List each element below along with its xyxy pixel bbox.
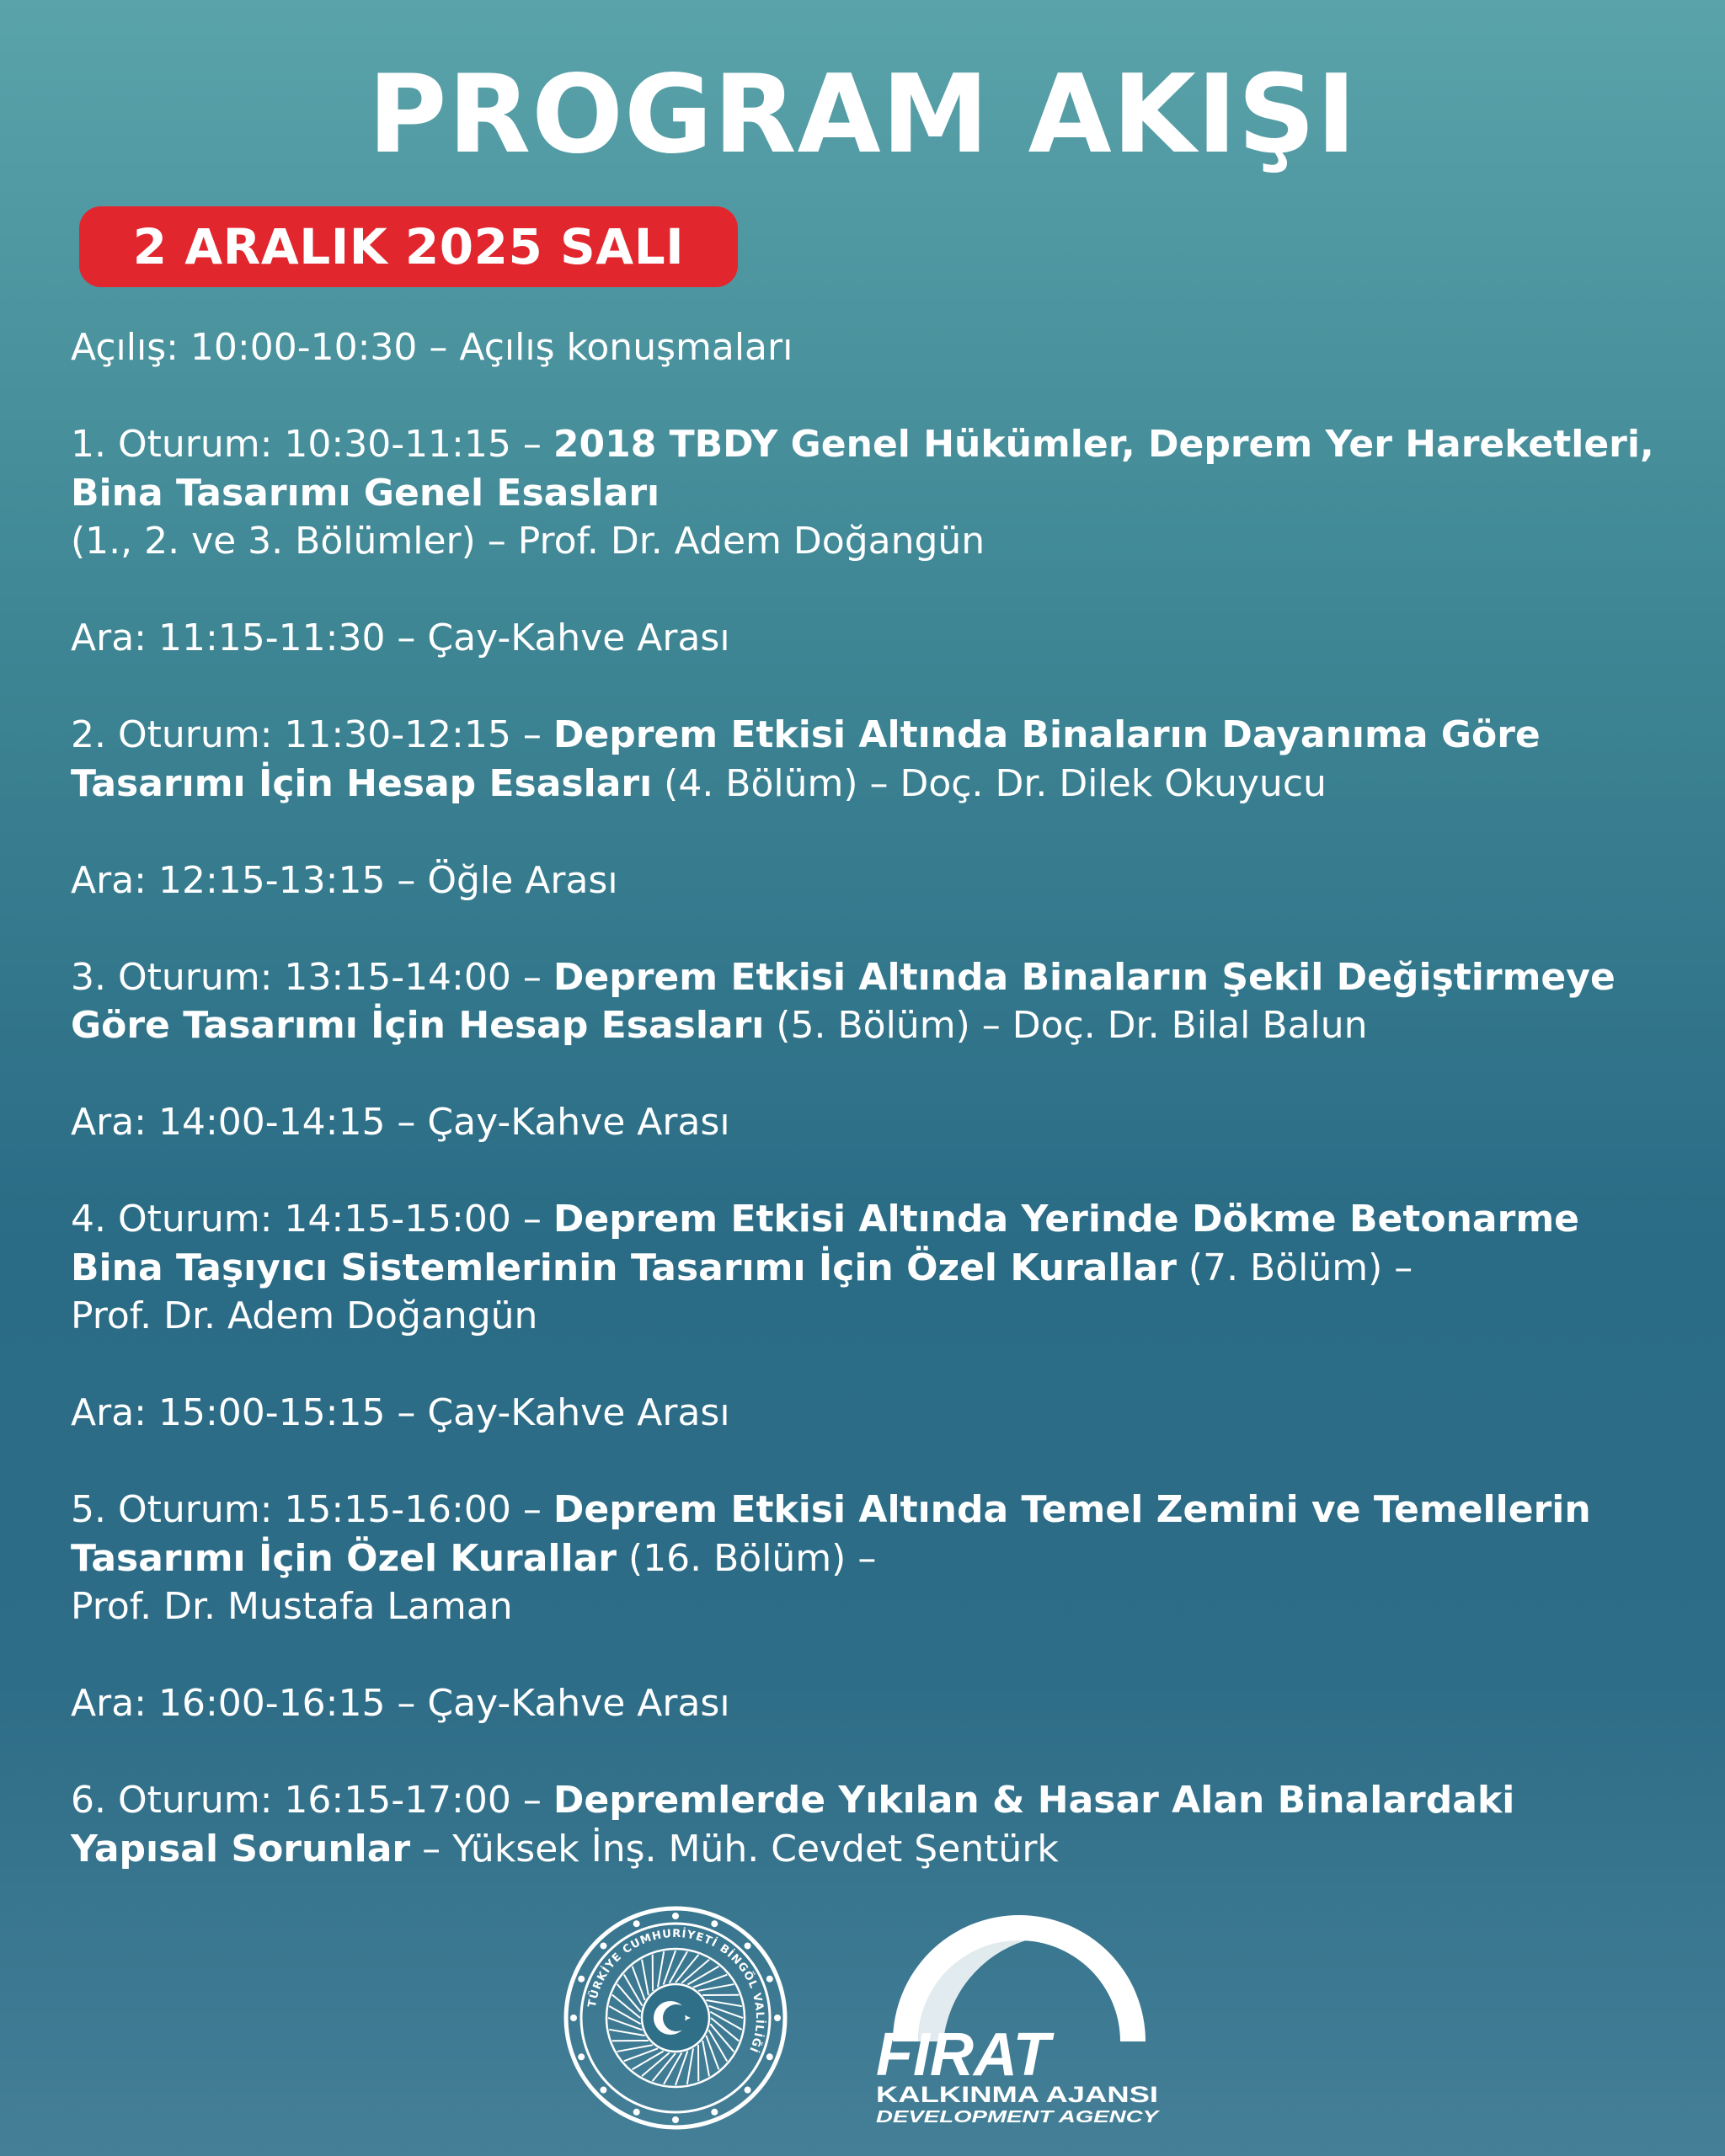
session-1-time: 1. Oturum: 10:30-11:15 –: [71, 423, 553, 466]
session-3-title-cont: Göre Tasarımı İçin Hesap Esasları: [71, 1004, 765, 1047]
session-3-title: Deprem Etkisi Altında Binaların Şekil Değiştirmeye: [553, 955, 1616, 999]
seal-star: [766, 2053, 773, 2060]
seal-star: [633, 1920, 640, 1927]
session-6-speaker: – Yüksek İnş. Müh. Cevdet Şentürk: [410, 1827, 1059, 1870]
session-2: [71, 711, 1688, 808]
seal-star: [766, 1976, 773, 1983]
footer-logos: [0, 1905, 1725, 2132]
seal-pattern-line: [633, 2051, 664, 2069]
seal-star: [672, 2116, 679, 2123]
session-5: [71, 1486, 1688, 1631]
agency-line-3: DEVELOPMENT AGENCY: [876, 2108, 1161, 2126]
seal-pattern-line: [642, 1960, 649, 1995]
seal-pattern-line: [633, 1967, 645, 2000]
seal-star: [578, 1976, 585, 1983]
session-5-title-cont: Tasarımı İçin Özel Kurallar: [71, 1536, 617, 1580]
break-3: Ara: 14:00-14:15 – Çay-Kahve Arası: [71, 1101, 730, 1144]
seal-star: [745, 2087, 751, 2094]
seal-pattern-line: [608, 2018, 643, 2030]
seal-star: [774, 2015, 781, 2021]
agency-line-2: KALKINMA AJANSI: [876, 2082, 1158, 2107]
seal-pattern-line: [624, 2048, 658, 2061]
session-3-speaker: (5. Bölüm) – Doç. Dr. Bilal Balun: [764, 1004, 1368, 1047]
seal-star: [600, 1942, 606, 1949]
session-4-section: (7. Bölüm) –: [1176, 1246, 1413, 1289]
session-1-title-cont: Bina Tasarımı Genel Esasları: [71, 471, 660, 515]
session-5-speaker: Prof. Dr. Mustafa Laman: [71, 1585, 513, 1628]
seal-pattern-line: [706, 2000, 741, 2006]
seal-star: [711, 2109, 718, 2116]
seal-pattern-line: [624, 1975, 643, 2006]
session-1: [71, 420, 1688, 566]
break-5: Ara: 16:00-16:15 – Çay-Kahve Arası: [71, 1682, 730, 1725]
session-2-time: 2. Oturum: 11:30-12:15 –: [71, 713, 553, 756]
seal-pattern-line: [687, 2048, 693, 2084]
page-title: PROGRAM AKIŞI: [367, 52, 1358, 178]
seal-pattern-line: [609, 2030, 644, 2036]
date-badge: 2 ARALIK 2025 SALI: [79, 206, 738, 287]
session-3: [71, 953, 1688, 1050]
break-4: Ara: 15:00-15:15 – Çay-Kahve Arası: [71, 1391, 730, 1434]
bingol-valiligi-seal-logo: [563, 1905, 788, 2131]
firat-kalkinma-ajansi-logo: [868, 1915, 1171, 2126]
seal-star: [600, 2087, 606, 2094]
session-6-time: 6. Oturum: 16:15-17:00 –: [71, 1779, 553, 1822]
session-2-title-cont: Tasarımı İçin Hesap Esasları: [71, 761, 653, 805]
seal-text: TÜRKİYE CUMHURİYETİ BİNGÖL VALİLİĞİ: [585, 1927, 766, 2055]
seal-pattern-line: [698, 1984, 734, 1991]
seal-pattern-line: [702, 2041, 709, 2076]
session-4-title-cont: Bina Taşıyıcı Sistemlerinin Tasarımı İçin Özel Kurallar: [71, 1246, 1177, 1289]
session-6: [71, 1776, 1688, 1873]
session-5-section: (16. Bölüm) –: [616, 1536, 877, 1580]
seal-star: [570, 2015, 577, 2021]
session-5-title: Deprem Etkisi Altında Temel Zemini ve Temellerin: [553, 1488, 1591, 1531]
seal-pattern-line: [658, 1951, 664, 1987]
seal-star: [745, 1942, 751, 1949]
session-2-title: Deprem Etkisi Altında Binaların Dayanıma Göre: [553, 713, 1541, 756]
agency-name: FIRAT: [876, 2021, 1050, 2089]
seal-pattern-line: [617, 2045, 653, 2052]
session-4: [71, 1195, 1688, 1341]
seal-star: [672, 1913, 679, 1919]
seal-pattern-line: [687, 1967, 718, 1985]
program-schedule: [71, 323, 1688, 1873]
session-3-time: 3. Oturum: 13:15-14:00 –: [71, 955, 553, 999]
break-1: Ara: 11:15-11:30 – Çay-Kahve Arası: [71, 616, 730, 659]
session-1-title: 2018 TBDY Genel Hükümler, Deprem Yer Hareketleri,: [553, 423, 1654, 466]
session-4-time: 4. Oturum: 14:15-15:00 –: [71, 1198, 553, 1241]
seal-pattern-line: [708, 2030, 727, 2061]
seal-pattern-line: [708, 2006, 743, 2018]
seal-star: [633, 2109, 640, 2116]
session-4-title: Deprem Etkisi Altında Yerinde Dökme Betonarme: [553, 1198, 1580, 1241]
seal-star: [711, 1920, 718, 1927]
session-1-speaker: (1., 2. ve 3. Bölümler) – Prof. Dr. Adem Doğangün: [71, 520, 985, 563]
seal-star: [578, 2053, 585, 2060]
session-6-title-cont: Yapısal Sorunlar: [71, 1827, 411, 1870]
seal-pattern-line: [693, 1975, 727, 1988]
session-4-speaker: Prof. Dr. Adem Doğangün: [71, 1294, 538, 1337]
seal-pattern-line: [706, 2036, 718, 2069]
seal-pattern-line: [676, 2051, 687, 2085]
opening-line: Açılış: 10:00-10:30 – Açılış konuşmaları: [71, 326, 793, 369]
session-5-time: 5. Oturum: 15:15-16:00 –: [71, 1488, 553, 1531]
session-2-speaker: (4. Bölüm) – Doç. Dr. Dilek Okuyucu: [652, 761, 1327, 805]
seal-pattern-line: [664, 1951, 676, 1985]
session-6-title: Depremlerde Yıkılan & Hasar Alan Binalardaki: [553, 1779, 1515, 1822]
break-2: Ara: 12:15-13:15 – Öğle Arası: [71, 858, 618, 902]
